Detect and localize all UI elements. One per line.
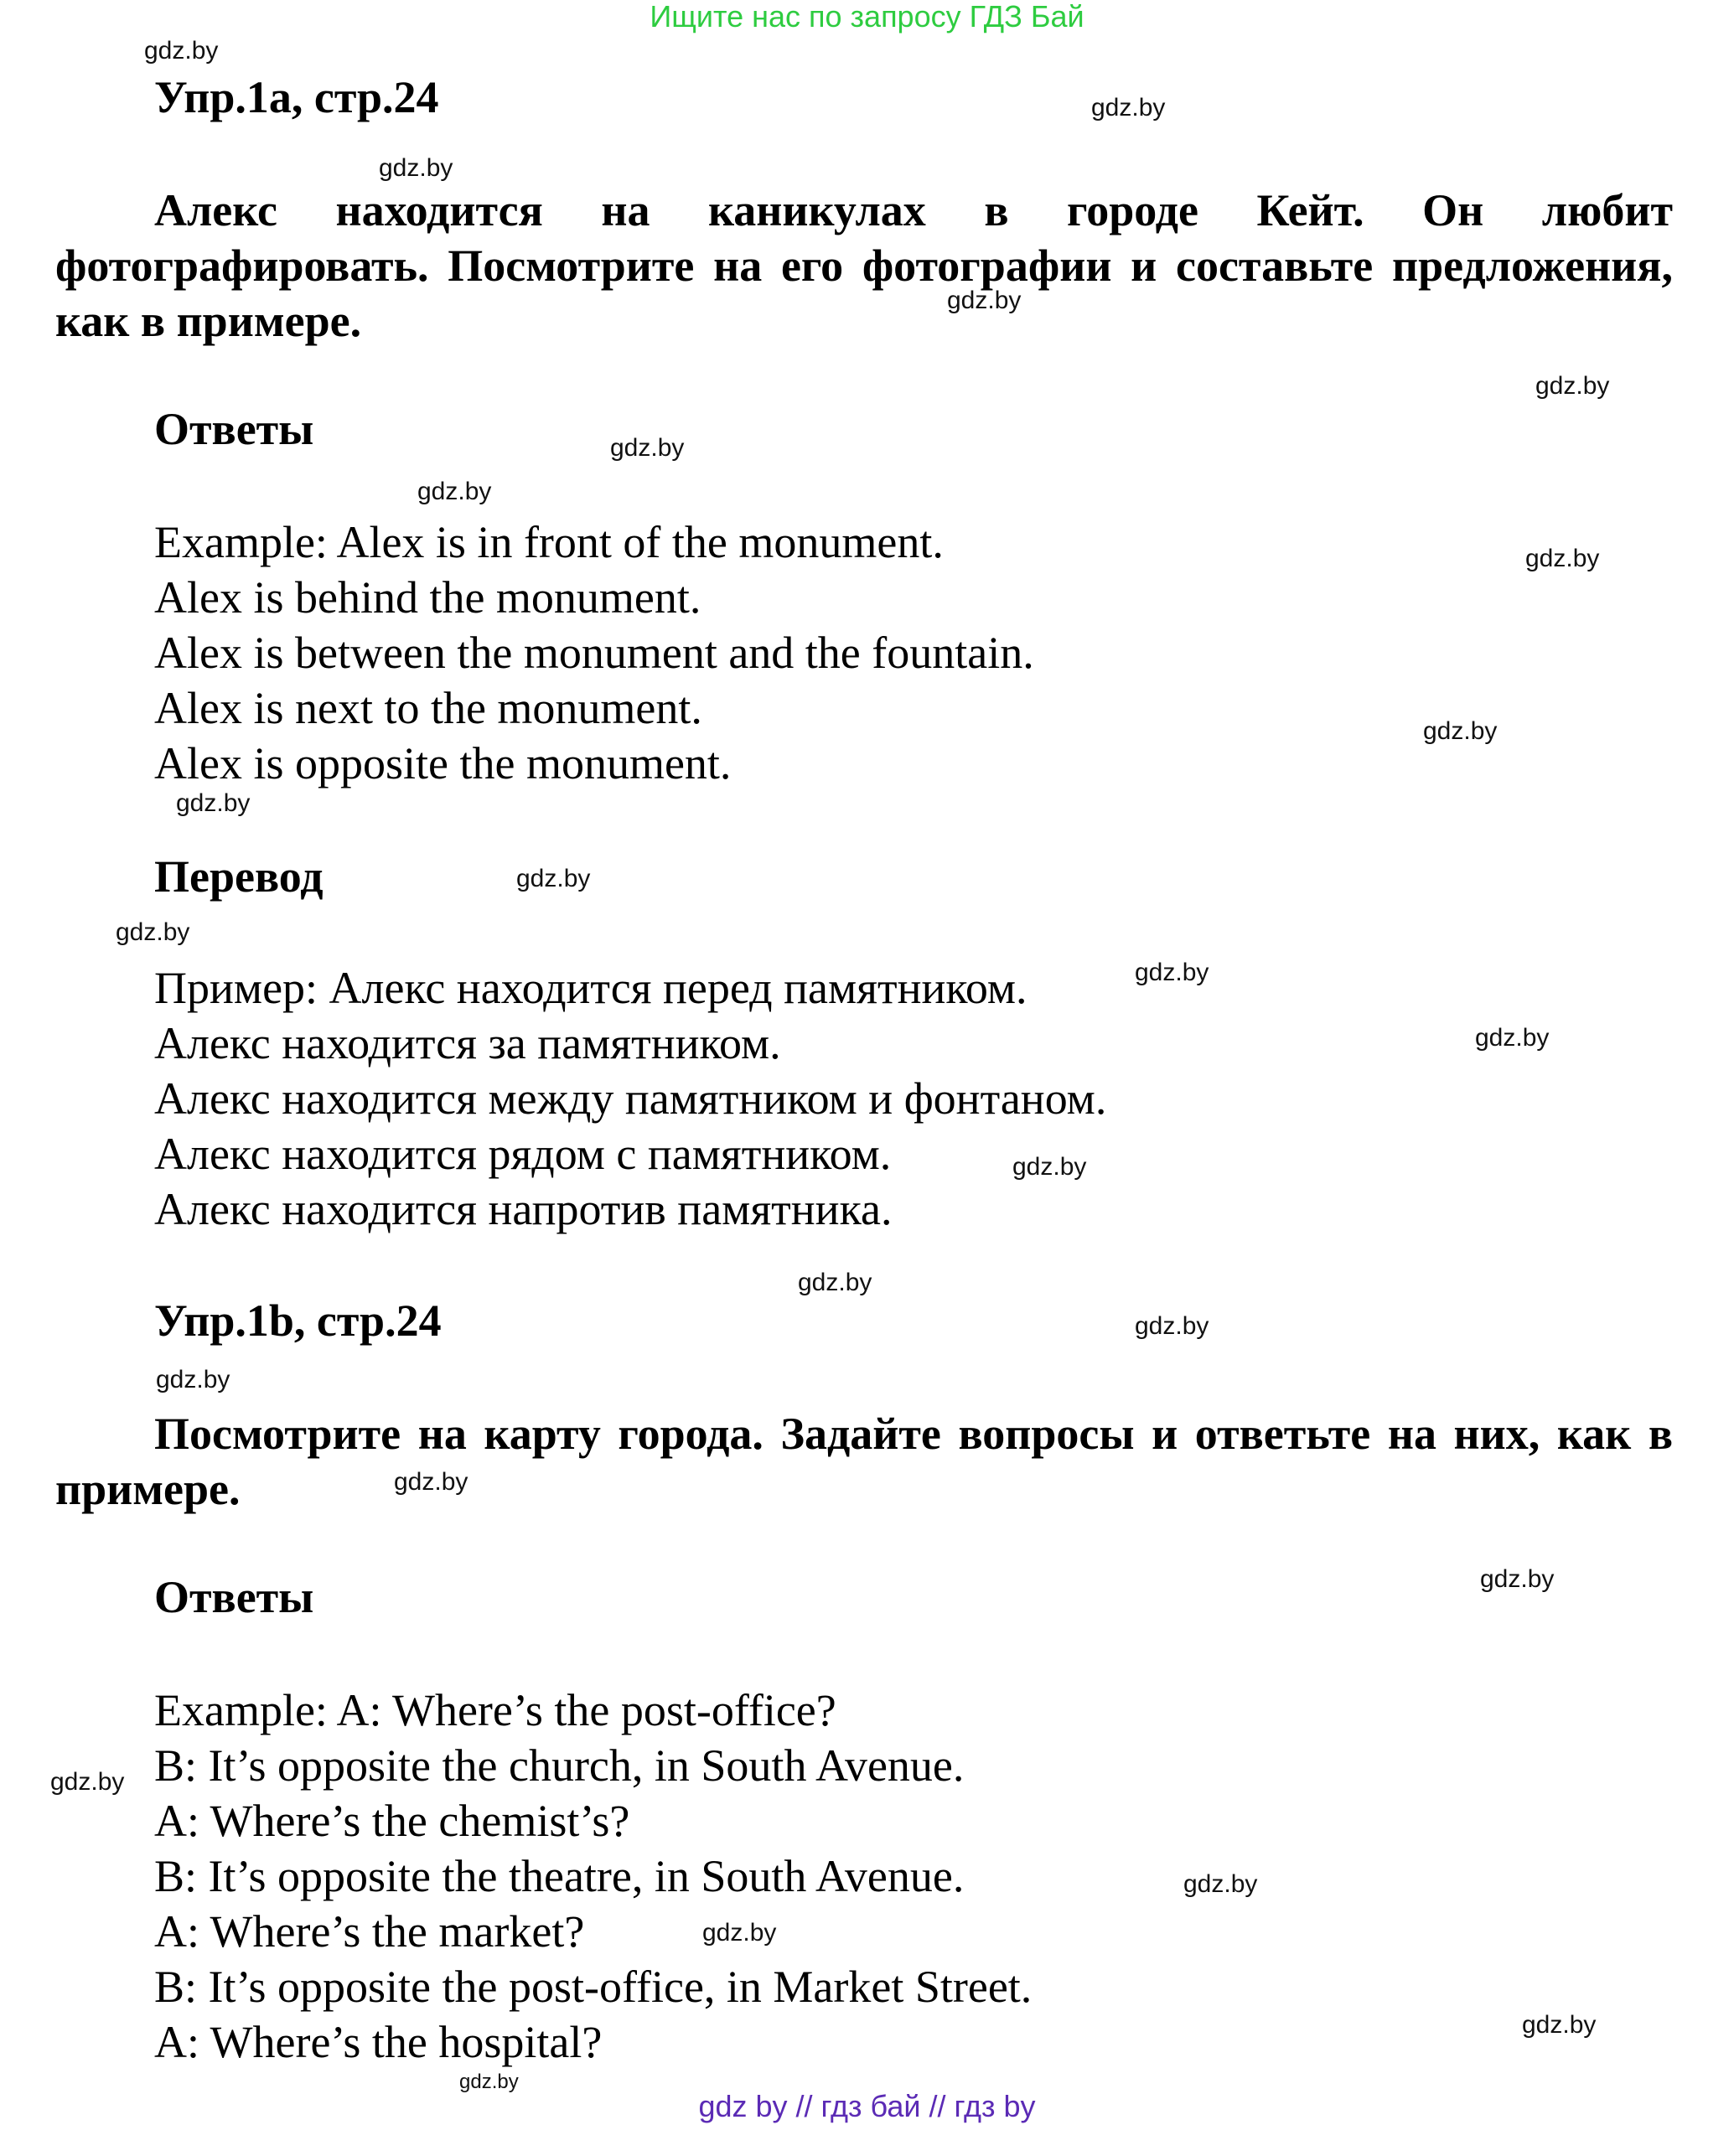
answer-line: B: It’s opposite the church, in South Avenue. <box>154 1740 965 1791</box>
watermark: gdz.by <box>610 434 685 462</box>
watermark: gdz.by <box>459 2071 519 2093</box>
translation-line: Алекс находится за памятником. <box>154 1018 781 1068</box>
answer-line: Alex is next to the monument. <box>154 683 702 733</box>
watermark: gdz.by <box>1535 372 1610 400</box>
translation-line: Алекс находится напротив памятника. <box>154 1184 893 1234</box>
watermark: gdz.by <box>394 1468 468 1496</box>
watermark: gdz.by <box>1480 1565 1555 1593</box>
translation-line: Алекс находится рядом с памятником. <box>154 1129 892 1179</box>
watermark: gdz.by <box>1091 94 1166 122</box>
exercise-1a-translation-heading: Перевод <box>154 851 324 902</box>
watermark: gdz.by <box>1525 545 1600 572</box>
answer-line: A: Where’s the chemist’s? <box>154 1796 630 1846</box>
exercise-1b-task-text: Посмотрите на карту города. Задайте вопросы и ответьте на них, как в примере. <box>55 1409 1673 1514</box>
exercise-1a-answers-heading: Ответы <box>154 404 314 454</box>
watermark: gdz.by <box>947 287 1022 314</box>
watermark: gdz.by <box>1135 959 1209 986</box>
answer-line: Alex is behind the monument. <box>154 572 701 623</box>
exercise-1b-answers-heading: Ответы <box>154 1572 314 1622</box>
watermark: gdz.by <box>516 865 591 892</box>
answer-line: A: Where’s the market? <box>154 1906 585 1957</box>
answer-line: Example: A: Where’s the post-office? <box>154 1685 836 1735</box>
exercise-1a-task <box>55 183 1673 349</box>
watermark: gdz.by <box>144 37 219 65</box>
watermark: gdz.by <box>1423 717 1498 745</box>
exercise-1b-answers <box>154 1683 1032 2070</box>
translation-line: Пример: Алекс находится перед памятником. <box>154 963 1027 1013</box>
watermark: gdz.by <box>156 1366 230 1393</box>
exercise-1a-title: Упр.1a, стр.24 <box>154 72 439 122</box>
translation-line: Алекс находится между памятником и фонтаном. <box>154 1073 1107 1124</box>
answer-line: B: It’s opposite the post-office, in Market Street. <box>154 1962 1033 2012</box>
watermark: gdz.by <box>50 1768 125 1796</box>
watermark: gdz.by <box>1475 1024 1550 1052</box>
exercise-1a-task-text: Алекс находится на каникулах в городе Кейт. Он любит фотографировать. Посмотрите на его фотографии и составьте предложения, как в примере. <box>55 185 1673 346</box>
watermark: gdz.by <box>702 1919 777 1947</box>
top-banner[interactable]: Ищите нас по запросу ГДЗ Бай <box>650 0 1084 34</box>
watermark: gdz.by <box>1012 1153 1087 1181</box>
watermark: gdz.by <box>1135 1312 1209 1340</box>
exercise-1b-task <box>55 1406 1673 1517</box>
watermark: gdz.by <box>116 918 190 946</box>
answer-line: A: Where’s the hospital? <box>154 2017 603 2067</box>
exercise-1a-translation <box>154 960 1106 1237</box>
answer-line: Alex is between the monument and the fountain. <box>154 628 1034 678</box>
watermark: gdz.by <box>176 789 251 817</box>
watermark: gdz.by <box>1183 1870 1258 1898</box>
watermark: gdz.by <box>798 1269 872 1296</box>
exercise-1b-title: Упр.1b, стр.24 <box>154 1295 442 1346</box>
footer-links[interactable]: gdz by // гдз бай // гдз by <box>698 2089 1036 2123</box>
watermark: gdz.by <box>379 154 453 182</box>
exercise-1a-answers <box>154 514 1034 791</box>
answer-line: Alex is opposite the monument. <box>154 738 732 788</box>
answer-line: Example: Alex is in front of the monument. <box>154 517 944 567</box>
watermark: gdz.by <box>417 478 492 505</box>
watermark: gdz.by <box>1522 2011 1597 2039</box>
answer-line: B: It’s opposite the theatre, in South Avenue. <box>154 1851 965 1901</box>
